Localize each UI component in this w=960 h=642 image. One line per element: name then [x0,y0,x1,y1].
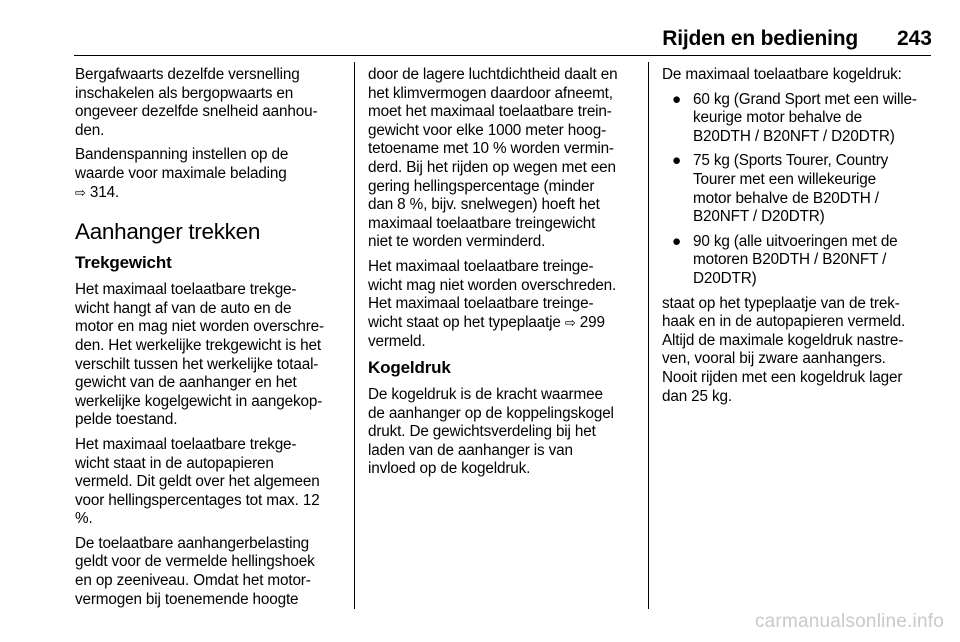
list-item [662,233,930,289]
text-line: Tourer met een willekeurige [693,170,877,188]
text-line: Altijd de maximale kogeldruk nastre- [662,331,904,349]
header-rule [74,55,931,56]
text-line: 90 kg (alle uitvoeringen met de [693,232,898,250]
text-line: B20DTH / B20NFT / D20DTR) [693,127,895,145]
text-line: Nooit rijden met een kogeldruk lager [662,368,903,386]
column-divider [354,62,355,609]
paragraph [75,146,345,203]
text-line: motor behalve de B20DTH / [693,189,879,207]
text-line: ongeveer dezelfde snelheid aanhou- [75,103,318,121]
text-line: geldt voor de vermelde hellingshoek [75,553,315,571]
paragraph [662,295,930,407]
paragraph [368,258,634,352]
list-item [662,91,930,147]
arrow-reference-icon: ⇨ [564,315,576,331]
text-line: wicht staat in de autopapieren [75,454,274,472]
text-line: niet te worden verminderd. [368,233,546,251]
paragraph: De maximaal toelaatbare kogeldruk: [662,66,902,83]
text-line: moet het maximaal toelaatbare trein- [368,103,612,121]
text-line: gewicht van de aanhanger en het [75,374,297,392]
column-1 [75,66,345,615]
text-line: door de lagere luchtdichtheid daalt en [368,66,618,83]
text-line: vermogen bij toenemende hoogte [75,590,299,608]
watermark: carmanualsonline.info [754,611,944,632]
text-line: tetoename met 10 % worden vermin- [368,140,614,158]
paragraph [75,66,345,140]
page-reference-link[interactable] [565,314,605,331]
page-number: 243 [896,27,932,50]
bullet-dot-icon: ● [672,232,682,250]
paragraph [75,535,345,609]
bullet-dot-icon: ● [672,90,682,108]
text-line: Het maximaal toelaatbare treinge- [368,257,594,275]
text-line: het klimvermogen daardoor afneemt, [368,84,613,102]
text-line: invloed op de kogeldruk. [368,460,531,478]
page-reference-link[interactable] [75,184,345,204]
text-line: waarde voor maximale belading [75,164,287,182]
text-fragment: wicht staat op het typeplaatje [368,313,561,331]
text-line: pelde toestand. [75,411,178,429]
text-line: motoren B20DTH / B20NFT / [693,251,887,269]
subheading: Kogeldruk [368,357,451,377]
text-line: B20NFT / D20DTR) [693,208,825,226]
text-line: wicht hangt af van de auto en de [75,299,292,317]
text-line: laden van de aanhanger is van [368,441,573,459]
text-line: en op zeeniveau. Omdat het motor- [75,572,311,590]
text-line: D20DTR) [693,269,757,287]
arrow-reference-icon: ⇨ [75,185,86,201]
text-line [368,314,634,334]
text-line: wicht mag niet worden overschreden. [368,276,617,294]
text-line: maximaal toelaatbare treingewicht [368,214,596,232]
text-line: Het maximaal toelaatbare trekge- [75,435,297,453]
text-line: den. [75,121,105,139]
section-heading: Aanhanger trekken [75,219,261,245]
text-line: 75 kg (Sports Tourer, Country [693,152,889,170]
text-line: dan 25 kg. [662,387,732,405]
text-line: gewicht voor elke 1000 meter hoog- [368,121,607,139]
text-line: Het maximaal toelaatbare treinge- [368,295,594,313]
text-line: staat op het typeplaatje van de trek- [662,294,900,312]
reference-page: 299 [579,313,605,331]
column-2 [368,66,634,485]
text-line: vermeld. Dit geldt over het algemeen [75,473,320,491]
text-line: %. [75,510,93,528]
reference-page: 314. [89,183,120,201]
text-line: motor en mag niet worden overschre- [75,318,324,336]
text-line: haak en in de autopapieren vermeld. [662,313,906,331]
paragraph [75,436,345,529]
text-line: inschakelen als bergopwaarts en [75,84,294,102]
text-line: keurige motor behalve de [693,109,863,127]
text-line: voor hellingspercentages tot max. 12 [75,491,320,509]
text-line: derd. Bij het rijden op wegen met een [368,158,616,176]
text-line: werkelijke kogelgewicht in aangekop- [75,392,323,410]
page-title: Rijden en bediening [662,27,858,50]
text-line: de aanhanger op de koppelingskogel [368,404,614,422]
text-line: De toelaatbare aanhangerbelasting [75,534,310,552]
text-line: den. Het werkelijke trekgewicht is het [75,336,321,354]
text-line: gering hellingspercentage (minder [368,177,595,195]
text-line: Het maximaal toelaatbare trekge- [75,281,297,299]
text-line: drukt. De gewichtsverdeling bij het [368,423,596,441]
paragraph [368,66,634,252]
text-line: vermeld. [368,333,426,351]
text-line: Bergafwaarts dezelfde versnelling [75,66,300,83]
text-line: 60 kg (Grand Sport met een wille- [693,90,917,108]
text-line: dan 8 %, bijv. snelwegen) hoeft het [368,196,600,214]
paragraph [75,281,345,430]
column-3 [662,66,930,412]
text-line: De kogeldruk is de kracht waarmee [368,385,603,403]
text-line: ven, vooral bij zware aanhangers. [662,350,886,368]
text-line: verschilt tussen het werkelijke totaal- [75,355,319,373]
paragraph [368,386,634,479]
bullet-dot-icon: ● [672,152,682,170]
list-item [662,152,930,226]
subheading: Trekgewicht [75,253,172,273]
text-line: Bandenspanning instellen op de [75,146,289,164]
column-divider [648,62,649,609]
